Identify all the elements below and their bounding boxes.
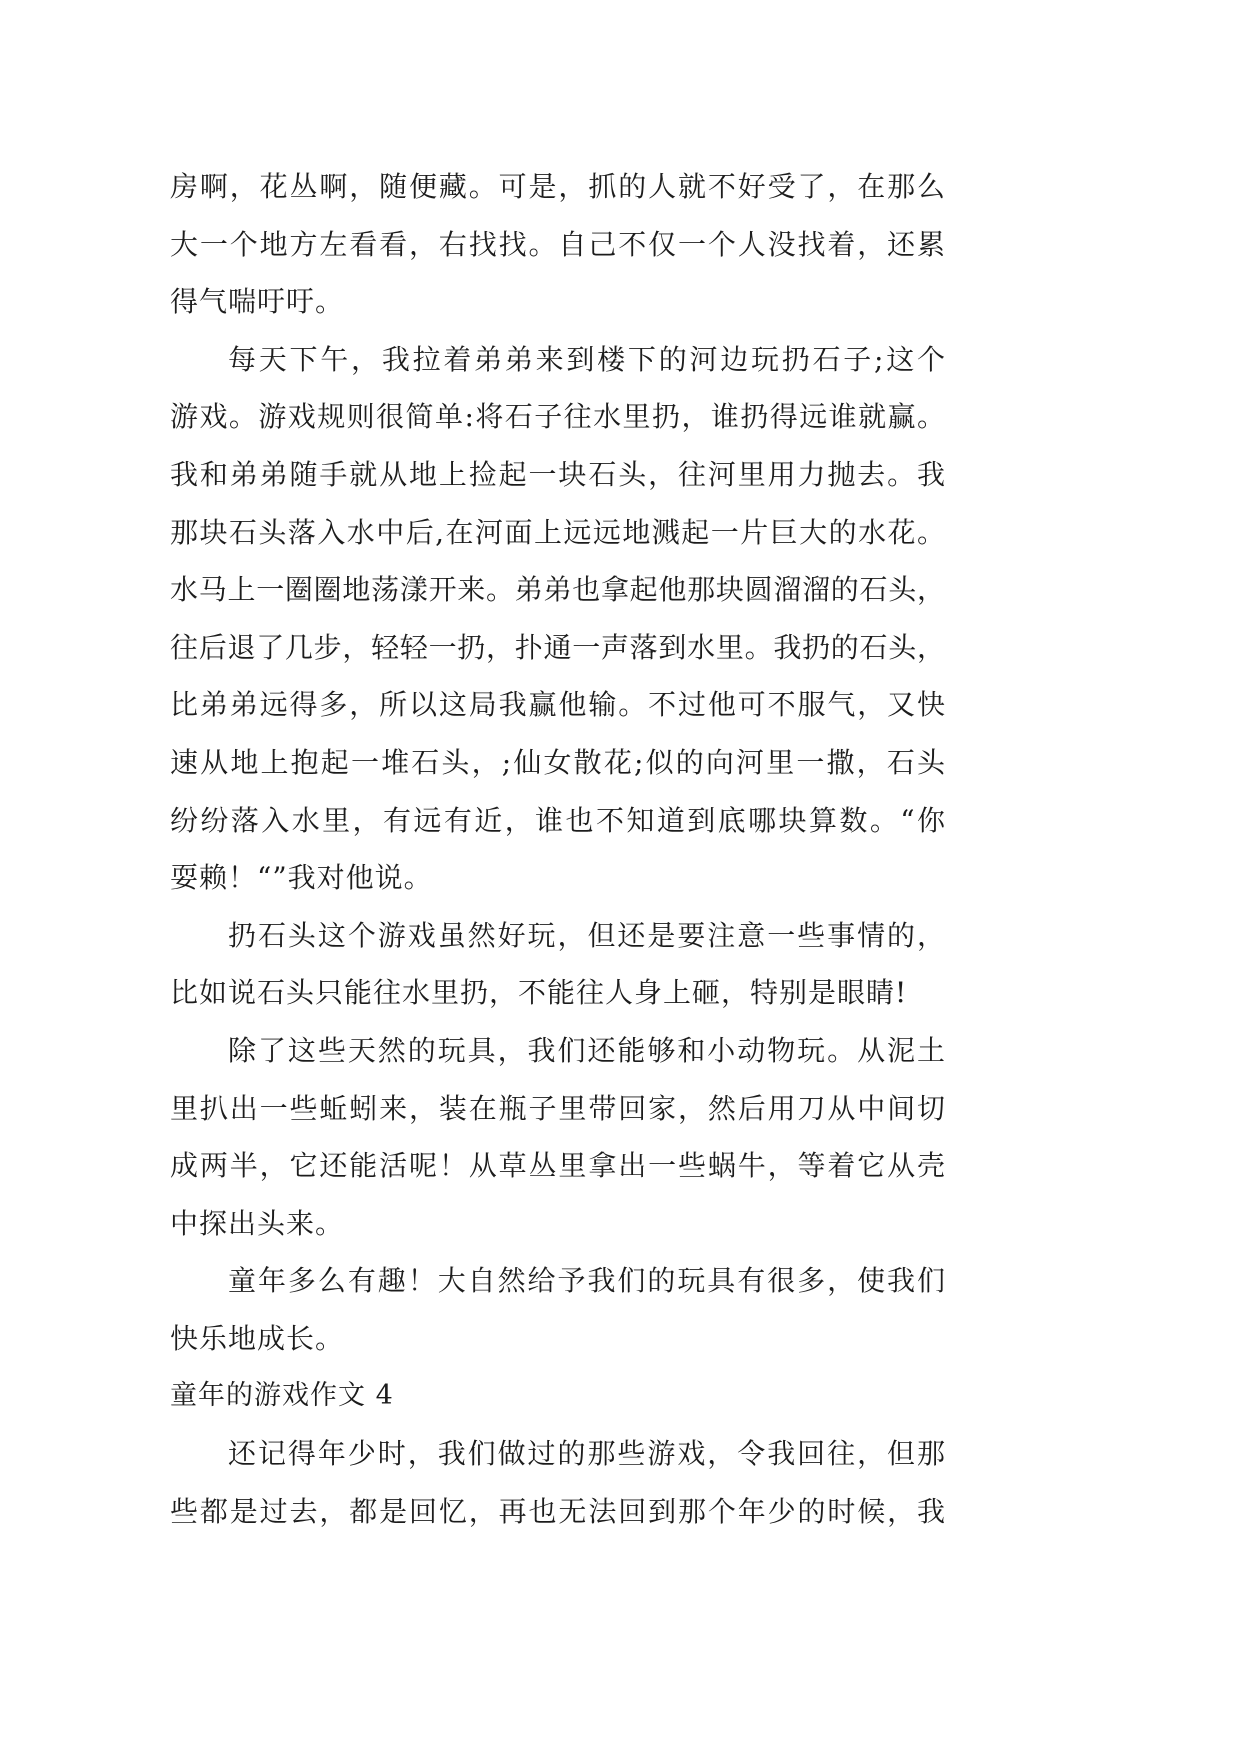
text-line: 房啊，花丛啊，随便藏。可是，抓的人就不好受了，在那么 bbox=[170, 170, 945, 203]
text-line: 我和弟弟随手就从地上捡起一块石头，往河里用力抛去。我 bbox=[170, 457, 945, 491]
text-line: 比弟弟远得多，所以这局我赢他输。不过他可不服气，又快 bbox=[170, 688, 945, 722]
section-heading: 童年的游戏作文 4 bbox=[170, 1380, 394, 1412]
text-line: 还记得年少时，我们做过的那些游戏，令我回往，但那 bbox=[228, 1437, 945, 1471]
text-line: 往后退了几步，轻轻一扔，扑通一声落到水里。我扔的石头， bbox=[170, 630, 945, 664]
text-line: 游戏。游戏规则很简单:将石子往水里扔，谁扔得远谁就赢。 bbox=[170, 400, 945, 434]
text-line: 快乐地成长。 bbox=[170, 1321, 345, 1355]
text-line: 每天下午，我拉着弟弟来到楼下的河边玩扔石子;这个 bbox=[228, 342, 945, 376]
text-line: 些都是过去，都是回忆，再也无法回到那个年少的时候，我 bbox=[170, 1494, 945, 1528]
text-line: 中探出头来。 bbox=[170, 1206, 345, 1240]
paragraph bbox=[170, 158, 945, 331]
text-line: 耍赖！“”我对他说。 bbox=[170, 861, 433, 895]
paragraph bbox=[170, 1425, 945, 1540]
text-line: 比如说石头只能往水里扔，不能往人身上砸，特别是眼睛! bbox=[170, 976, 908, 1010]
text-line: 除了这些天然的玩具，我们还能够和小动物玩。从泥土 bbox=[228, 1033, 945, 1067]
text-line: 水马上一圈圈地荡漾开来。弟弟也拿起他那块圆溜溜的石头， bbox=[170, 573, 945, 607]
text-line: 那块石头落入水中后,在河面上远远地溅起一片巨大的水花。 bbox=[170, 515, 945, 549]
paragraph bbox=[170, 907, 945, 1022]
paragraph bbox=[170, 1022, 945, 1252]
body-text bbox=[170, 158, 945, 1540]
paragraph bbox=[170, 331, 945, 907]
text-line: 得气喘吁吁。 bbox=[170, 285, 345, 319]
text-line: 童年多么有趣！大自然给予我们的玩具有很多，使我们 bbox=[228, 1264, 945, 1298]
text-line: 纷纷落入水里，有远有近，谁也不知道到底哪块算数。“你 bbox=[170, 803, 945, 837]
text-line: 里扒出一些蚯蚓来，装在瓶子里带回家，然后用刀从中间切 bbox=[170, 1091, 945, 1125]
paragraph bbox=[170, 1252, 945, 1367]
text-line: 扔石头这个游戏虽然好玩，但还是要注意一些事情的， bbox=[228, 918, 945, 952]
text-line: 成两半，它还能活呢！从草丛里拿出一些蜗牛，等着它从壳 bbox=[170, 1149, 945, 1183]
text-line: 大一个地方左看看，右找找。自己不仅一个人没找着，还累 bbox=[170, 227, 945, 261]
text-line: 速从地上抱起一堆石头，;仙女散花;似的向河里一撒，石头 bbox=[170, 745, 945, 779]
